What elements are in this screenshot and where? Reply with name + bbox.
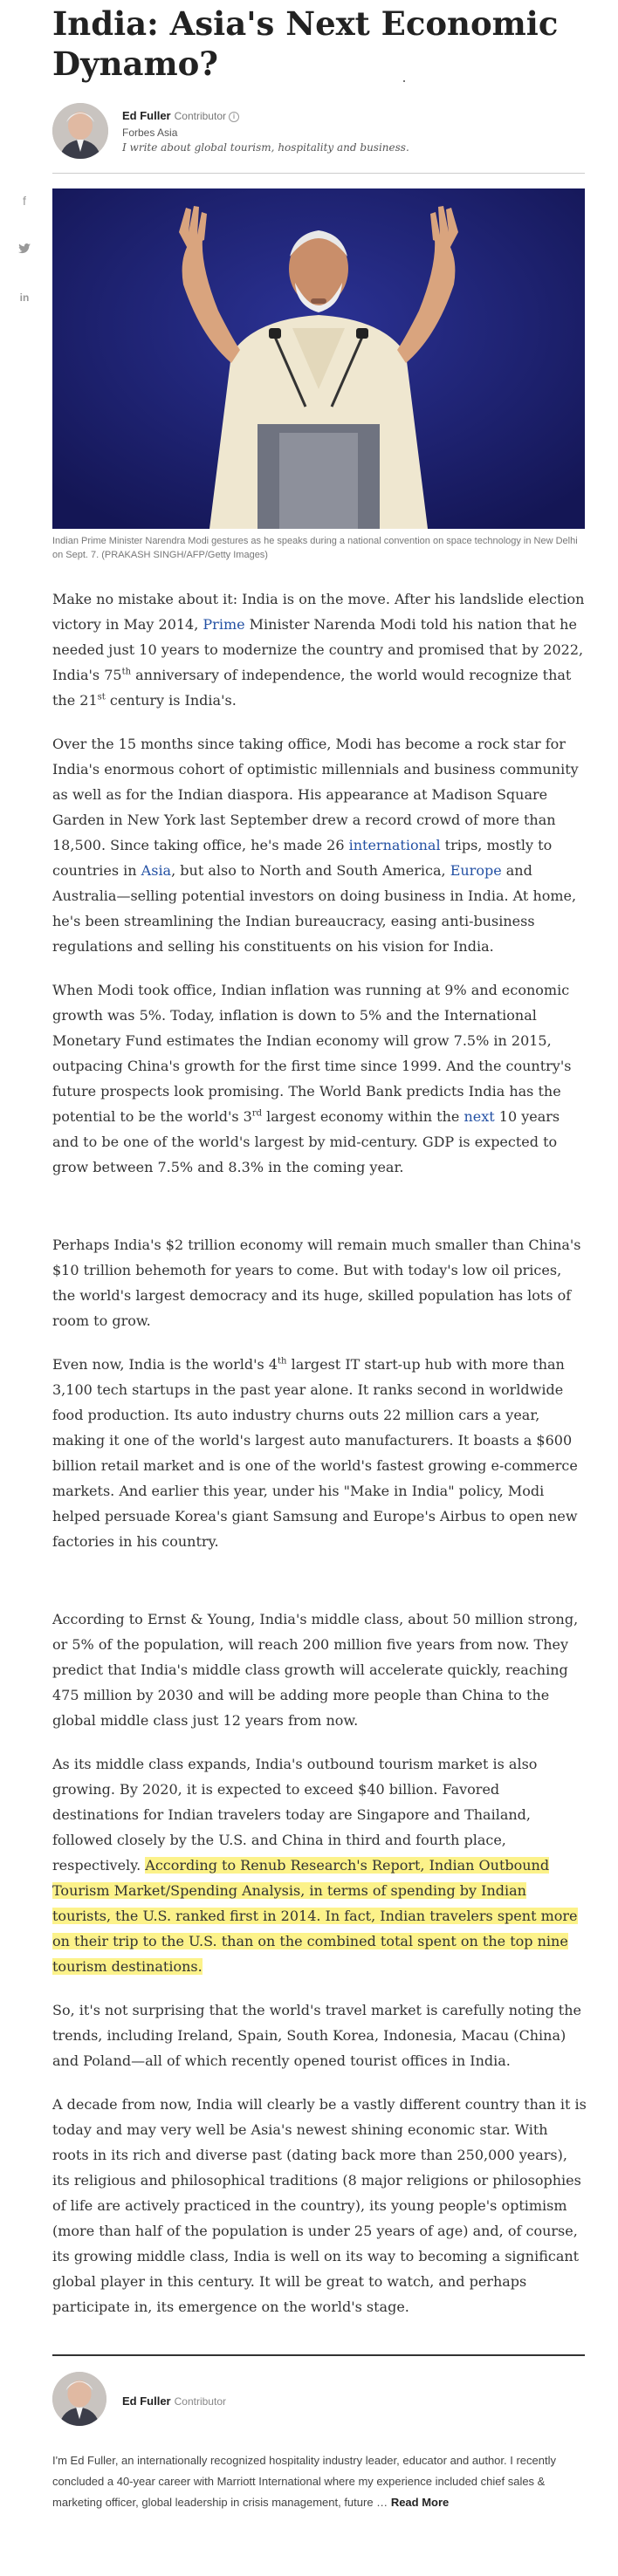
author-about <box>52 2450 576 2513</box>
paragraph-2: Over the 15 months since taking office, Modi has become a rock star for India's enormous cohort of optimistic millennials and business community as well as for the Indian diaspora. His appearance at Madison Square Garden in New York last September drew a record crowd of more than 18,500. Since taking office, he's made 26 international trips, mostly to countries in Asia, but also to North and South America, Europe and Australia—selling potential investors on doing business in India. At home, he's been streamlining the Indian bureaucracy, easing anti-business regulations and selling his constituents on his vision for India. <box>52 736 579 955</box>
link-prime[interactable]: Prime <box>203 616 245 633</box>
facebook-share-icon[interactable]: f <box>23 194 26 208</box>
paragraph-7: As its middle class expands, India's outbound tourism market is also growing. By 2020, it is expected to exceed $40 billion. Favored destinations for Indian travelers today are Singapore and Thailand, followed closely by the U.S. and China in third and fourth place, respectively. According to Renub Research's Report, Indian Outbound Tourism Market/Spending Analysis, in terms of spending by Indian tourists, the U.S. ranked first in 2014. In fact, Indian travelers spent more on their trip to the U.S. than on the combined total spent on the top nine tourism destinations. <box>52 1756 578 1975</box>
author-organization: Forbes Asia <box>122 127 178 139</box>
paragraph-5: Even now, India is the world's 4th largest IT start-up hub with more than 3,100 tech startups in the past year alone. It ranks second in worldwide food production. Its auto industry churns outs 22 million cars a year, making it one of the world's largest auto manufacturers. It boasts a $600 billion retail market and is one of the world's fastest growing e-commerce markets. And earlier this year, under his "Make in India" policy, Modi helped persuade Korea's giant Samsung and Europe's Airbus to open new factories in his country. <box>52 1356 578 1550</box>
paragraph-6: According to Ernst & Young, India's middle class, about 50 million strong, or 5% of the population, will reach 200 million five years from now. They predict that India's middle class growth will accelerate quickly, reaching 475 million by 2030 and will be adding more people than China to the global middle class just 12 years from now. <box>52 1611 579 1729</box>
linkedin-share-icon[interactable]: in <box>19 291 30 304</box>
twitter-share-icon[interactable] <box>17 243 31 257</box>
author-footer-avatar[interactable] <box>52 2372 106 2426</box>
author-footer-name-line <box>122 2394 226 2408</box>
author-role: Contributor <box>174 110 226 122</box>
link-international[interactable]: international <box>348 837 441 853</box>
paragraph-4: Perhaps India's $2 trillion economy will remain much smaller than China's $10 trillion behemoth for years to come. But with today's low oil prices, the world's largest democracy and its huge, skilled population has lots of room to grow. <box>52 1237 581 1329</box>
paragraph-1: Make no mistake about it: India is on the move. After his landslide election victory in May 2014, Prime Minister Narenda Modi told his nation that he needed just 10 years to modernize the country and promised that by 2022, India's 75th anniversary of independence, the world would recognize that the 21st century is India's. <box>52 591 585 709</box>
article-body <box>52 586 587 2338</box>
author-byline <box>52 103 585 166</box>
info-icon[interactable]: i <box>229 112 239 122</box>
link-europe[interactable]: Europe <box>450 862 502 879</box>
paragraph-8: So, it's not surprising that the world's travel market is carefully noting the trends, including Ireland, Spain, South Korea, Indonesia, Macau (China) and Poland—all of which recently opened tourist offices in India. <box>52 2002 582 2069</box>
author-footer-role: Contributor <box>174 2395 226 2408</box>
author-about-text: I'm Ed Fuller, an internationally recognized hospitality industry leader, educator and author. I recently concluded a 40-year career with Marriott International where my experience included chief sales & marketing officer, global leadership in crisis management, future … <box>52 2454 556 2509</box>
divider <box>52 173 585 174</box>
author-name-line <box>122 109 239 122</box>
article-title: India: Asia's Next Economic Dynamo? <box>52 4 559 83</box>
image-caption: Indian Prime Minister Narendra Modi gestures as he speaks during a national convention on space technology in New Delhi on Sept. 7. (PRAKASH SINGH/AFP/Getty Images) <box>52 536 578 560</box>
link-next[interactable]: next <box>464 1108 495 1125</box>
author-footer-name[interactable]: Ed Fuller <box>122 2394 171 2408</box>
hero-image <box>52 188 585 529</box>
decorative-dot <box>403 80 405 82</box>
footer-divider <box>52 2354 585 2356</box>
paragraph-9: A decade from now, India will clearly be a vastly different country than it is today and may very well be Asia's newest shining economic star. With roots in its rich and diverse past (dating back more than 250,000 years), its religious and philosophical traditions (8 major religions or philosophies of life are actively practiced in the country), its young people's optimism (more than half of the population is under 25 years of age) and, of course, its growing middle class, India is well on its way to becoming a significant global player in this century. It will be great to watch, and perhaps participate in, its emergence on the world's stage. <box>52 2096 587 2315</box>
paragraph-3: When Modi took office, Indian inflation was running at 9% and economic growth was 5%. Today, inflation is down to 5% and the International Monetary Fund estimates the Indian economy will grow 7.5% in 2015, outpacing China's growth for the first time since 1999. And the country's future prospects look promising. The World Bank predicts India has the potential to be the world's 3rd largest economy within the next 10 years and to be one of the world's largest by mid-century. GDP is expected to grow between 7.5% and 8.3% in the coming year. <box>52 982 572 1175</box>
author-tagline: I write about global tourism, hospitality and business. <box>122 141 409 154</box>
author-avatar[interactable] <box>52 103 108 159</box>
author-name[interactable]: Ed Fuller <box>122 109 171 122</box>
link-asia[interactable]: Asia <box>141 862 172 879</box>
author-footer <box>52 2372 585 2433</box>
read-more-link[interactable]: Read More <box>390 2496 450 2509</box>
highlighted-quote: According to Renub Research's Report, Indian Outbound Tourism Market/Spending Analysis, in terms of spending by Indian tourists, the U.S. ranked first in 2014. In fact, Indian travelers spent more on their trip to the U.S. than on the combined total spent on the top nine tourism destinations. <box>52 1857 578 1975</box>
